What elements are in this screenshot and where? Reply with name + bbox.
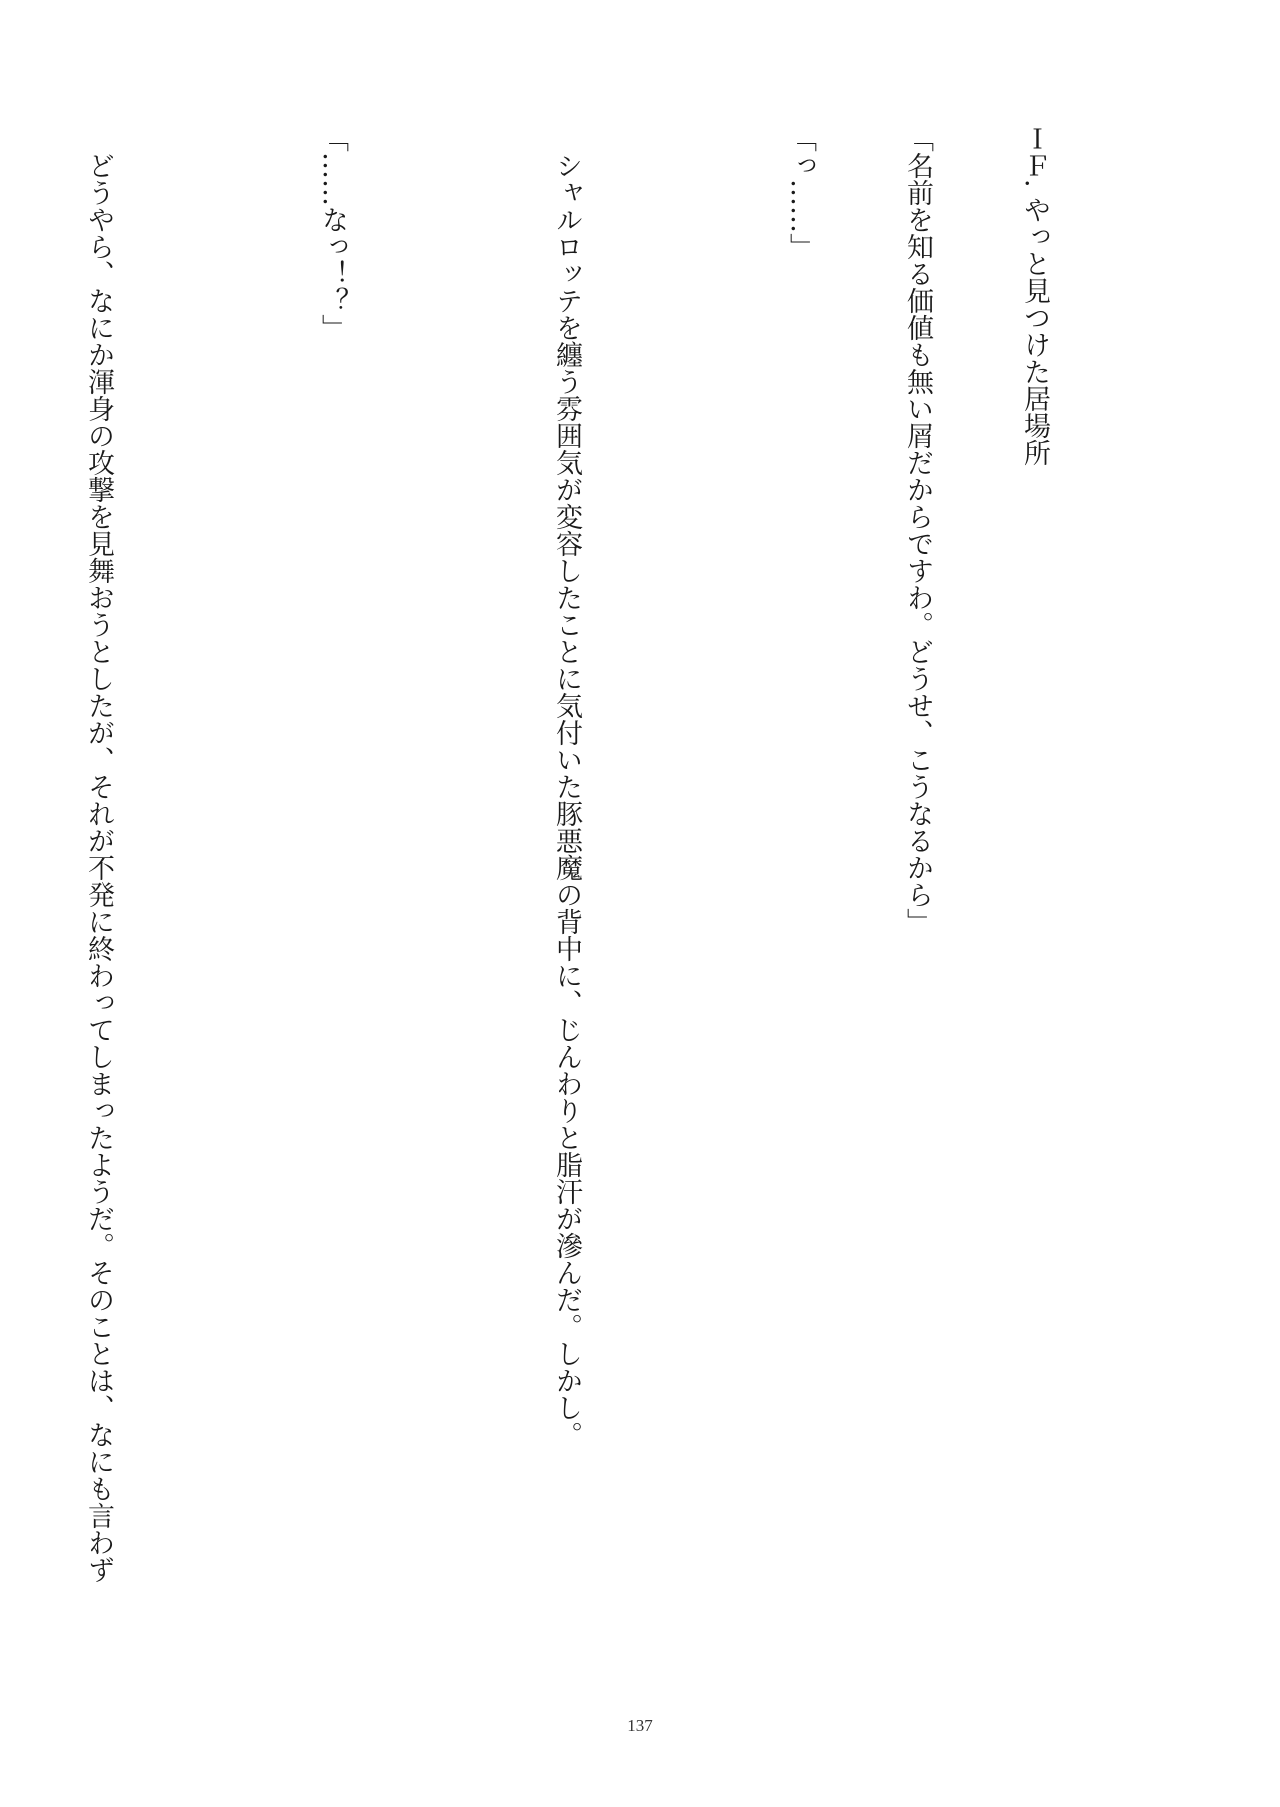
text-line [664, 125, 703, 1685]
text-line [196, 125, 235, 1685]
text-line: シャルロッテを纏う雰囲気が変容したことに気付いた豚悪魔の背中に、じんわりと脂汗が滲んだ。しかし。 [551, 125, 582, 1448]
chapter-title: ＩＦ. やっと見つけた居場所 [1019, 125, 1050, 467]
text-line [0, 125, 1, 1685]
text-line: 「っ……」 [785, 125, 816, 260]
vertical-text-body [83, 125, 1132, 1685]
text-line: 「……なっ！？」 [317, 125, 348, 341]
text-line: どうやら、なにか渾身の攻撃を見舞おうとしたが、それが不発に終わってしまったようだ。そのことは、なにも言わず [83, 125, 114, 1583]
text-line: 「名前を知る価値も無い屑だからですわ。どうせ、こうなるから」 [902, 125, 933, 935]
text-line [430, 125, 469, 1685]
page-number: 137 [627, 1716, 653, 1735]
